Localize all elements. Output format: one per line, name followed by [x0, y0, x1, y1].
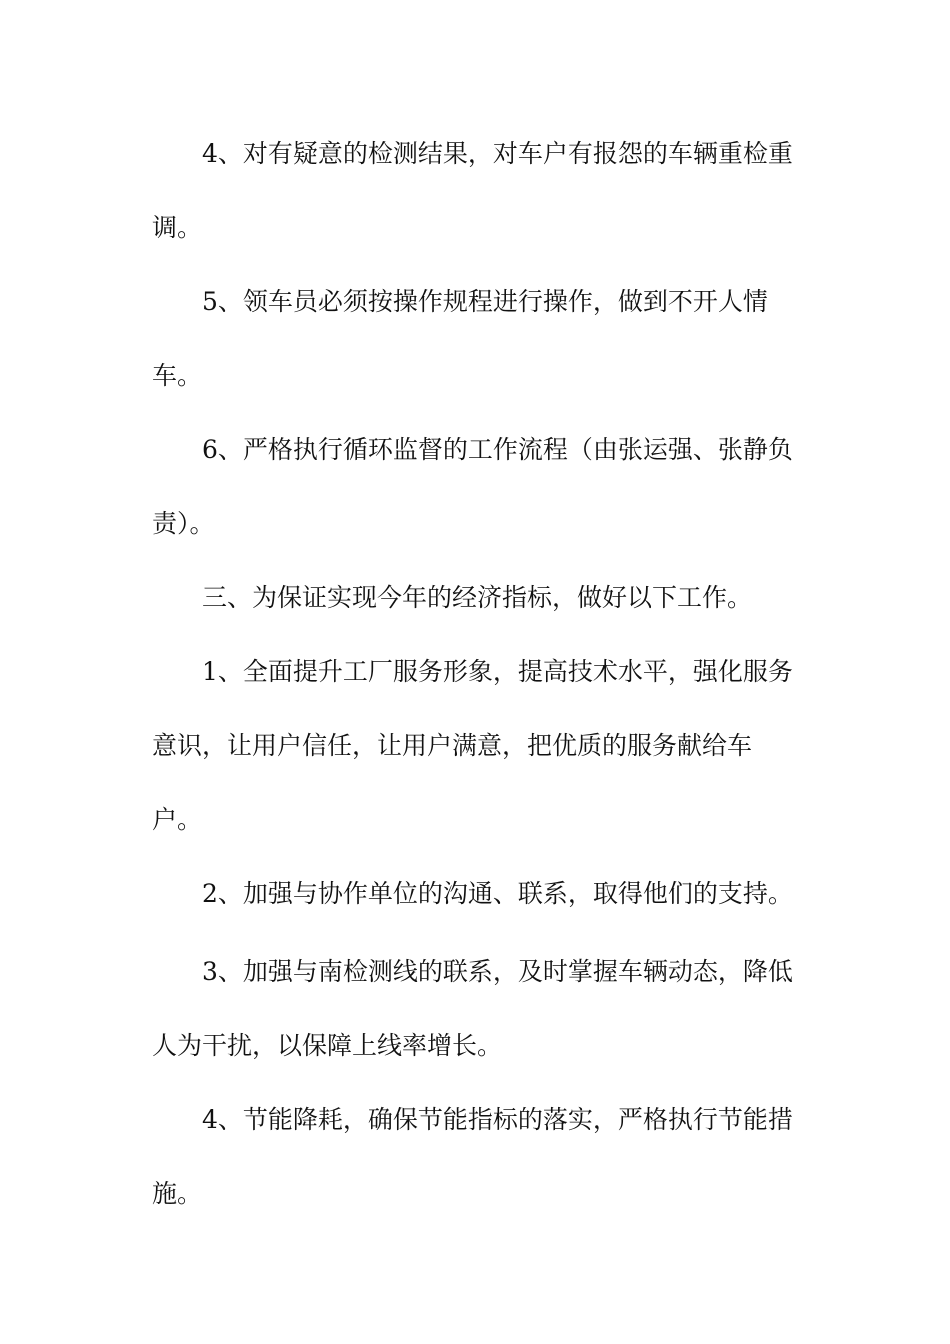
paragraph-line: 车。	[152, 361, 203, 390]
paragraph-line: 意识，让用户信任，让用户满意，把优质的服务献给车	[152, 731, 753, 760]
paragraph-line: 6、严格执行循环监督的工作流程（由张运强、张静负	[202, 435, 793, 464]
paragraph-line: 2、加强与协作单位的沟通、联系，取得他们的支持。	[202, 879, 793, 908]
paragraph-line: 5、领车员必须按操作规程进行操作，做到不开人情	[202, 287, 768, 316]
paragraph-line: 责）。	[152, 509, 215, 538]
paragraph-line: 4、对有疑意的检测结果，对车户有报怨的车辆重检重	[202, 139, 793, 168]
paragraph-line: 1、全面提升工厂服务形象，提高技术水平，强化服务	[202, 657, 793, 686]
paragraph-line: 调。	[152, 213, 203, 242]
paragraph-line: 户。	[152, 805, 203, 834]
paragraph-line: 人为干扰，以保障上线率增长。	[152, 1031, 503, 1060]
paragraph-line: 4、节能降耗，确保节能指标的落实，严格执行节能措	[202, 1105, 793, 1134]
paragraph-line: 3、加强与南检测线的联系，及时掌握车辆动态，降低	[202, 957, 793, 986]
paragraph-line: 施。	[152, 1179, 203, 1208]
section-heading: 三、为保证实现今年的经济指标，做好以下工作。	[202, 583, 753, 612]
